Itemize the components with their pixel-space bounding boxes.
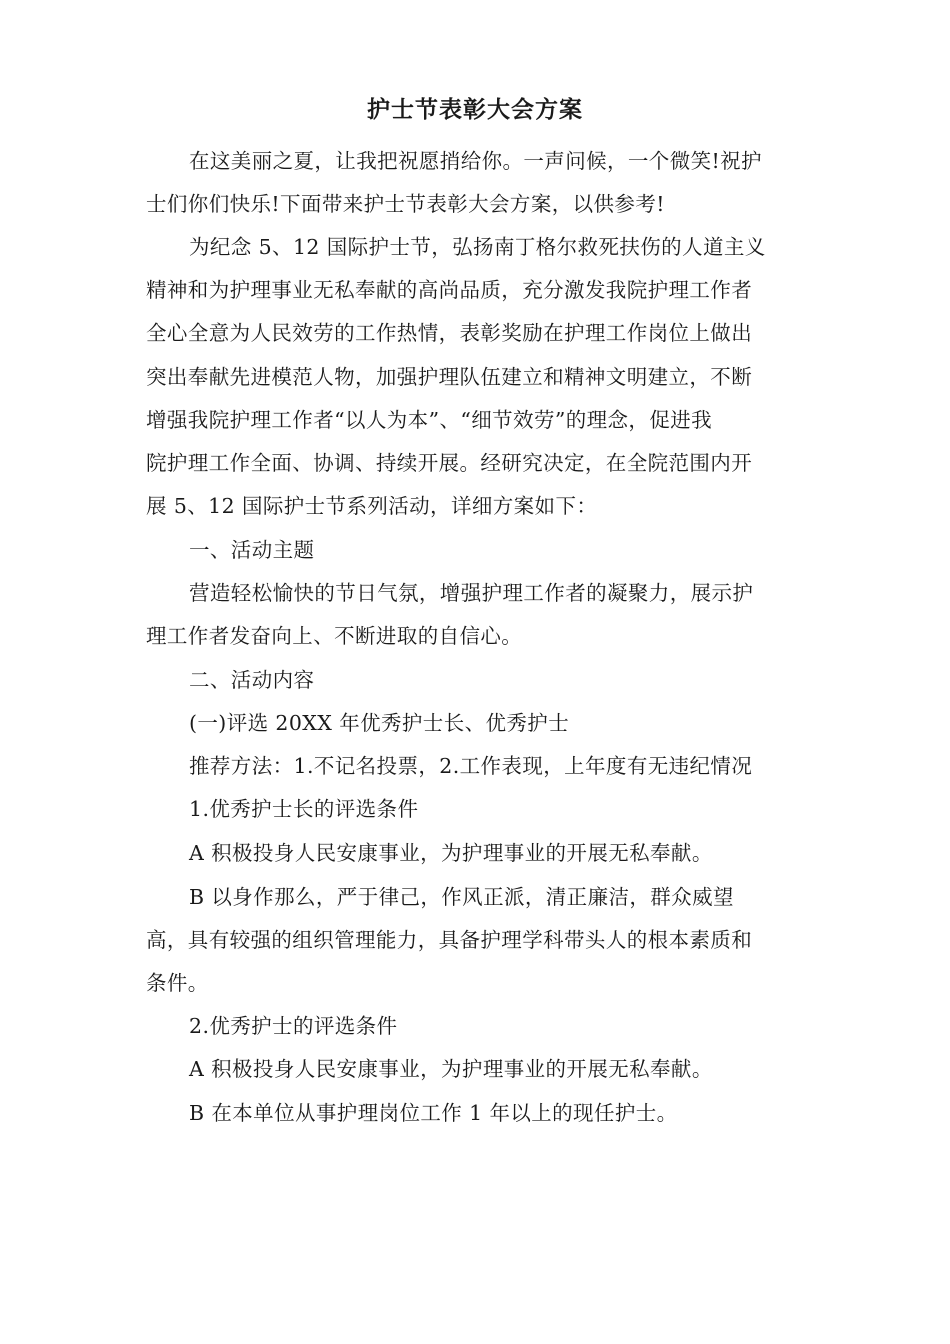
paragraph-line: 推荐方法：1.不记名投票，2.工作表现，上年度有无违纪情况 (189, 754, 753, 778)
list-item: B 在本单位从事护理岗位工作 1 年以上的现任护士。 (189, 1101, 678, 1125)
paragraph-line: 营造轻松愉快的节日气氛，增强护理工作者的凝聚力，展示护 (189, 581, 754, 605)
list-item: B 以身作那么，严于律己，作风正派，清正廉洁，群众威望 (189, 885, 734, 909)
subsection-heading: 2.优秀护士的评选条件 (189, 1014, 398, 1038)
paragraph-line: 突出奉献先进模范人物，加强护理队伍建立和精神文明建立，不断 (146, 365, 753, 389)
subsection-heading: (一)评选 20XX 年优秀护士长、优秀护士 (189, 711, 570, 735)
section-heading: 一、活动主题 (189, 538, 315, 562)
list-item: A 积极投身人民安康事业，为护理事业的开展无私奉献。 (189, 1057, 713, 1081)
paragraph-line: 条件。 (146, 971, 209, 995)
document-title: 护士节表彰大会方案 (367, 96, 583, 123)
paragraph-line: 院护理工作全面、协调、持续开展。经研究决定，在全院范围内开 (146, 451, 753, 475)
paragraph-line: 增强我院护理工作者“以人为本”、“细节效劳”的理念，促进我 (146, 408, 713, 432)
paragraph-line: 为纪念 5、12 国际护士节，弘扬南丁格尔救死扶伤的人道主义 (189, 235, 766, 259)
list-item: A 积极投身人民安康事业，为护理事业的开展无私奉献。 (189, 841, 713, 865)
paragraph-line: 在这美丽之夏，让我把祝愿捎给你。一声问候，一个微笑!祝护 (189, 149, 762, 173)
paragraph-line: 精神和为护理事业无私奉献的高尚品质，充分激发我院护理工作者 (146, 278, 753, 302)
paragraph-line: 理工作者发奋向上、不断进取的自信心。 (146, 624, 523, 648)
paragraph-line: 高，具有较强的组织管理能力，具备护理学科带头人的根本素质和 (146, 928, 753, 952)
paragraph-line: 全心全意为人民效劳的工作热情，表彰奖励在护理工作岗位上做出 (146, 321, 753, 345)
section-heading: 二、活动内容 (189, 668, 315, 692)
paragraph-line: 士们你们快乐!下面带来护士节表彰大会方案，以供参考! (146, 192, 665, 216)
paragraph-line: 展 5、12 国际护士节系列活动，详细方案如下： (146, 494, 598, 518)
subsection-heading: 1.优秀护士长的评选条件 (189, 797, 419, 821)
